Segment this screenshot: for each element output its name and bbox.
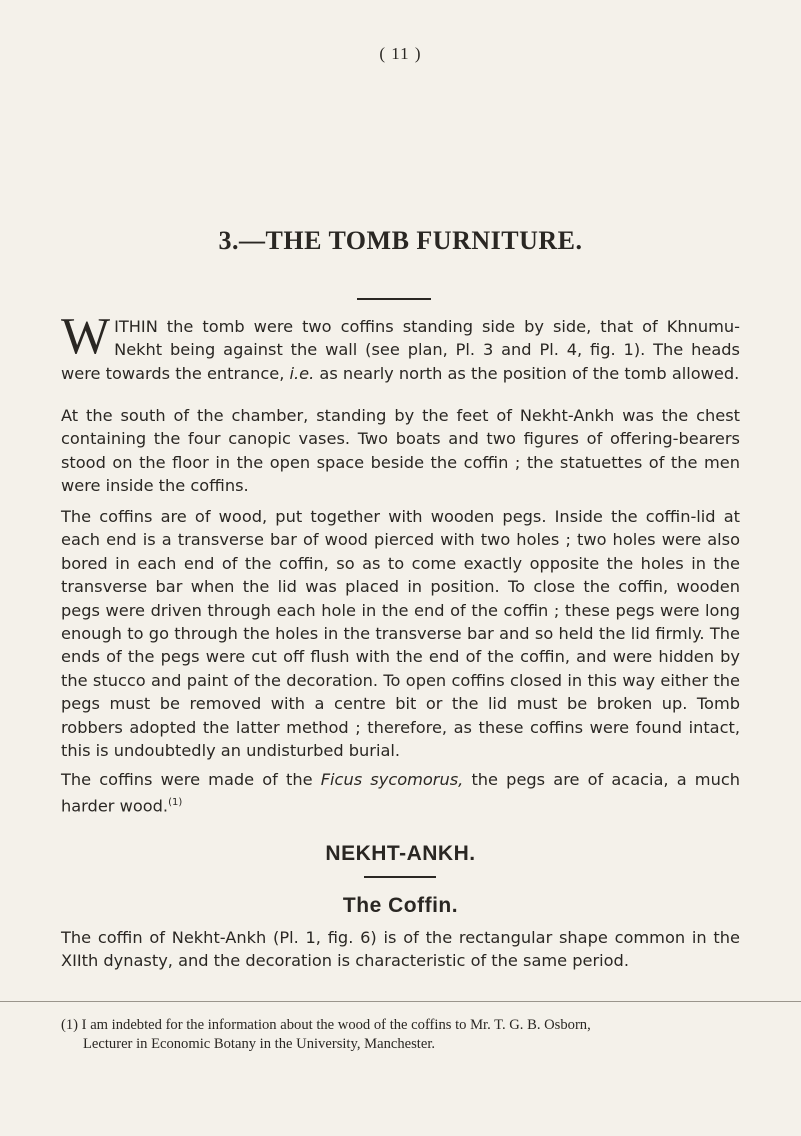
footnote-ref: (1) (168, 797, 183, 809)
paragraph-3: The coffins are of wood, put together with wooden pegs. Inside the coffin-lid at each end is a transverse bar of wood pierced with two holes ; two holes were also bored in each end of the coffin, so as to come exactly opposite the holes in the transverse bar when the lid was placed in position. To close the coffin, wooden pegs were driven through each hole in the end of the coffin ; these pegs were long enough to go through the holes in the transverse bar and so held the lid firmly. The ends of the pegs were cut off flush with the end of the coffin, and were hidden by the stucco and paint of the decoration. To open coffins closed in this way either the pegs must be removed with a centre bit or the lid must be broken up. Tomb robbers adopted the latter method ; therefore, as these coffins were found intact, this is undoubtedly an undisturbed burial. (61, 507, 740, 761)
drop-cap: W (61, 308, 109, 365)
footnote-line-2: Lecturer in Economic Botany in the University, Manchester. (83, 1036, 436, 1052)
footnote-line-1: I am indebted for the information about the wood of the coffins to Mr. T. G. B. Osborn, (78, 1017, 591, 1033)
subject-heading: NEKHT-ANKH. (325, 842, 476, 865)
paragraph-1 (61, 308, 740, 385)
paragraph-1-text: ITHIN the tomb were two coffins standing side by side, that of Khnumu-Nekht being against the wall (see plan, Pl. 3 and Pl. 4, fig. 1). The heads were towards the entrance, (61, 317, 740, 383)
paragraph-4-start: The coffins were made of the (61, 770, 321, 789)
paragraph-4 (61, 768, 740, 818)
paragraph-1-end: as nearly north as the position of the tomb allowed. (314, 363, 740, 383)
footnote-marker: (1) (61, 1017, 79, 1033)
coffin-heading: The Coffin. (342, 894, 459, 917)
paragraph-5: The coffin of Nekht-Ankh (Pl. 1, fig. 6) is of the rectangular shape common in the XIIth dynasty, and the decoration is characteristic of the same period. (61, 928, 740, 971)
footnote (61, 1016, 740, 1054)
paragraph-2: At the south of the chamber, standing by the feet of Nekht-Ankh was the chest containing the four canopic vases. Two boats and two figures of offering-bearers stood on the floor in the open space beside the coffin ; the statuettes of the men were inside the coffins. (61, 406, 740, 496)
footnote-rule (0, 1001, 801, 1002)
section-heading: 3.—THE TOMB FURNITURE. (218, 226, 583, 255)
paragraph-4-end: the pegs are of acacia, a much harder wood. (61, 770, 740, 816)
page-number: ( 11 ) (379, 44, 422, 63)
section-rule (357, 298, 431, 300)
subject-rule (364, 876, 436, 878)
species-name: Ficus sycomorus, (320, 770, 464, 789)
paragraph-1-ie: i.e. (289, 363, 315, 383)
